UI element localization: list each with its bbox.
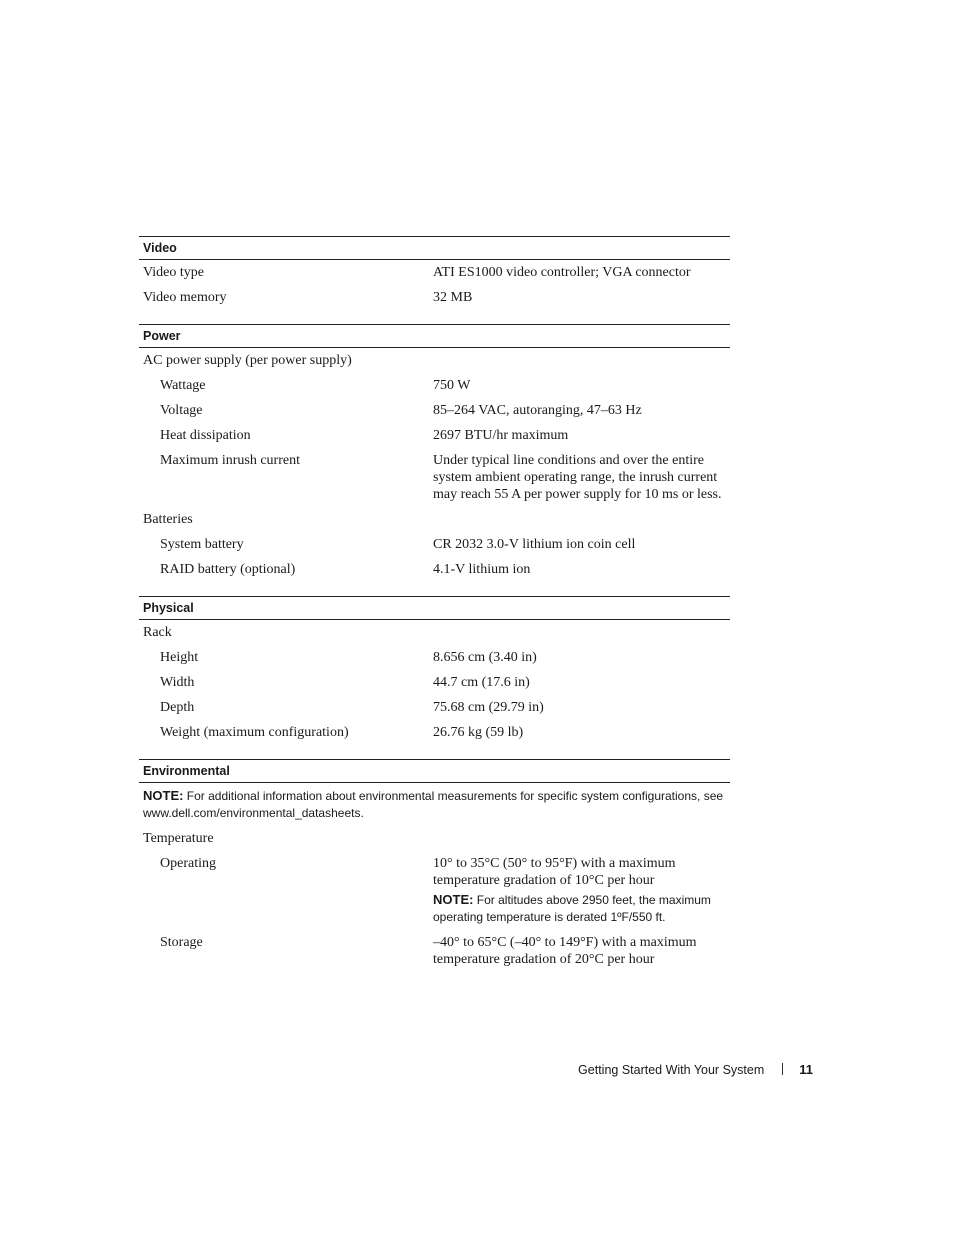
note-text: For additional information about environmental measurements for specific system configurations, see (183, 789, 724, 803)
spec-value: –40° to 65°C (–40° to 149°F) with a maximum temperature gradation of 20°C per hour (433, 935, 697, 967)
spec-row (139, 448, 730, 507)
group-label-ac-power: AC power supply (per power supply) (143, 353, 352, 368)
footer-divider (782, 1063, 783, 1075)
spec-label: Height (160, 650, 199, 665)
section-heading-video: Video (139, 236, 730, 260)
group-label-batteries: Batteries (143, 512, 193, 527)
spec-label: Weight (maximum configuration) (160, 725, 349, 740)
section-gap (139, 745, 730, 759)
spec-value: 8.656 cm (3.40 in) (433, 650, 537, 665)
spec-row (139, 373, 730, 398)
spec-row (139, 260, 730, 285)
spec-value: 750 W (433, 378, 471, 393)
environmental-datasheets-link[interactable]: www.dell.com/environmental_datasheets (143, 806, 361, 820)
spec-row (139, 670, 730, 695)
note-label: NOTE: (433, 892, 474, 907)
spec-row (139, 423, 730, 448)
spec-row (139, 720, 730, 745)
section-heading-environmental: Environmental (139, 759, 730, 783)
spec-label: Depth (160, 700, 195, 715)
spec-value (433, 855, 730, 926)
spec-row (139, 285, 730, 310)
spec-label: Wattage (160, 378, 206, 393)
spec-label: Maximum inrush current (160, 453, 300, 468)
page-footer (0, 1062, 813, 1078)
spec-row (139, 851, 730, 930)
spec-value: 85–264 VAC, autoranging, 47–63 Hz (433, 403, 642, 418)
spec-label: Video type (143, 265, 204, 280)
spec-value: 4.1-V lithium ion (433, 562, 531, 577)
spec-table (139, 236, 730, 972)
spec-label: Video memory (143, 290, 227, 305)
spec-value: CR 2032 3.0-V lithium ion coin cell (433, 537, 636, 552)
note-text: For altitudes above 2950 feet, the maximum operating temperature is derated 1ºF/550 ft. (433, 893, 711, 924)
spec-label: Operating (160, 856, 216, 871)
spec-value: 2697 BTU/hr maximum (433, 428, 569, 443)
section-heading-power: Power (139, 324, 730, 348)
group-label-temperature: Temperature (143, 831, 214, 846)
note-text-end: . (360, 806, 364, 820)
spec-label: Width (160, 675, 195, 690)
spec-row (139, 557, 730, 582)
spec-label: System battery (160, 537, 244, 552)
operating-note (433, 891, 730, 926)
spec-label: Voltage (160, 403, 203, 418)
spec-row (139, 532, 730, 557)
note-label: NOTE: (143, 788, 184, 803)
section-heading-physical: Physical (139, 596, 730, 620)
operating-temperature-value: 10° to 35°C (50° to 95°F) with a maximum temperature gradation of 10°C per hour (433, 856, 676, 888)
spec-value: 44.7 cm (17.6 in) (433, 675, 530, 690)
environmental-note (139, 783, 730, 826)
spec-row (139, 398, 730, 423)
section-gap (139, 582, 730, 596)
spec-value: ATI ES1000 video controller; VGA connector (433, 265, 691, 280)
spec-value: 26.76 kg (59 lb) (433, 725, 524, 740)
spec-row (139, 930, 730, 972)
spec-label: RAID battery (optional) (160, 562, 296, 577)
spec-label: Storage (160, 935, 203, 950)
section-gap (139, 310, 730, 324)
group-label-rack: Rack (143, 625, 172, 640)
spec-value: 75.68 cm (29.79 in) (433, 700, 544, 715)
spec-row (139, 695, 730, 720)
footer-title: Getting Started With Your System (578, 1063, 765, 1077)
spec-value: 32 MB (433, 290, 473, 305)
page-number: 11 (799, 1062, 813, 1077)
spec-value: Under typical line conditions and over the entire system ambient operating range, the inrush current may reach 55 A per power supply for 10 ms or less. (433, 453, 722, 502)
spec-label: Heat dissipation (160, 428, 251, 443)
spec-row (139, 645, 730, 670)
